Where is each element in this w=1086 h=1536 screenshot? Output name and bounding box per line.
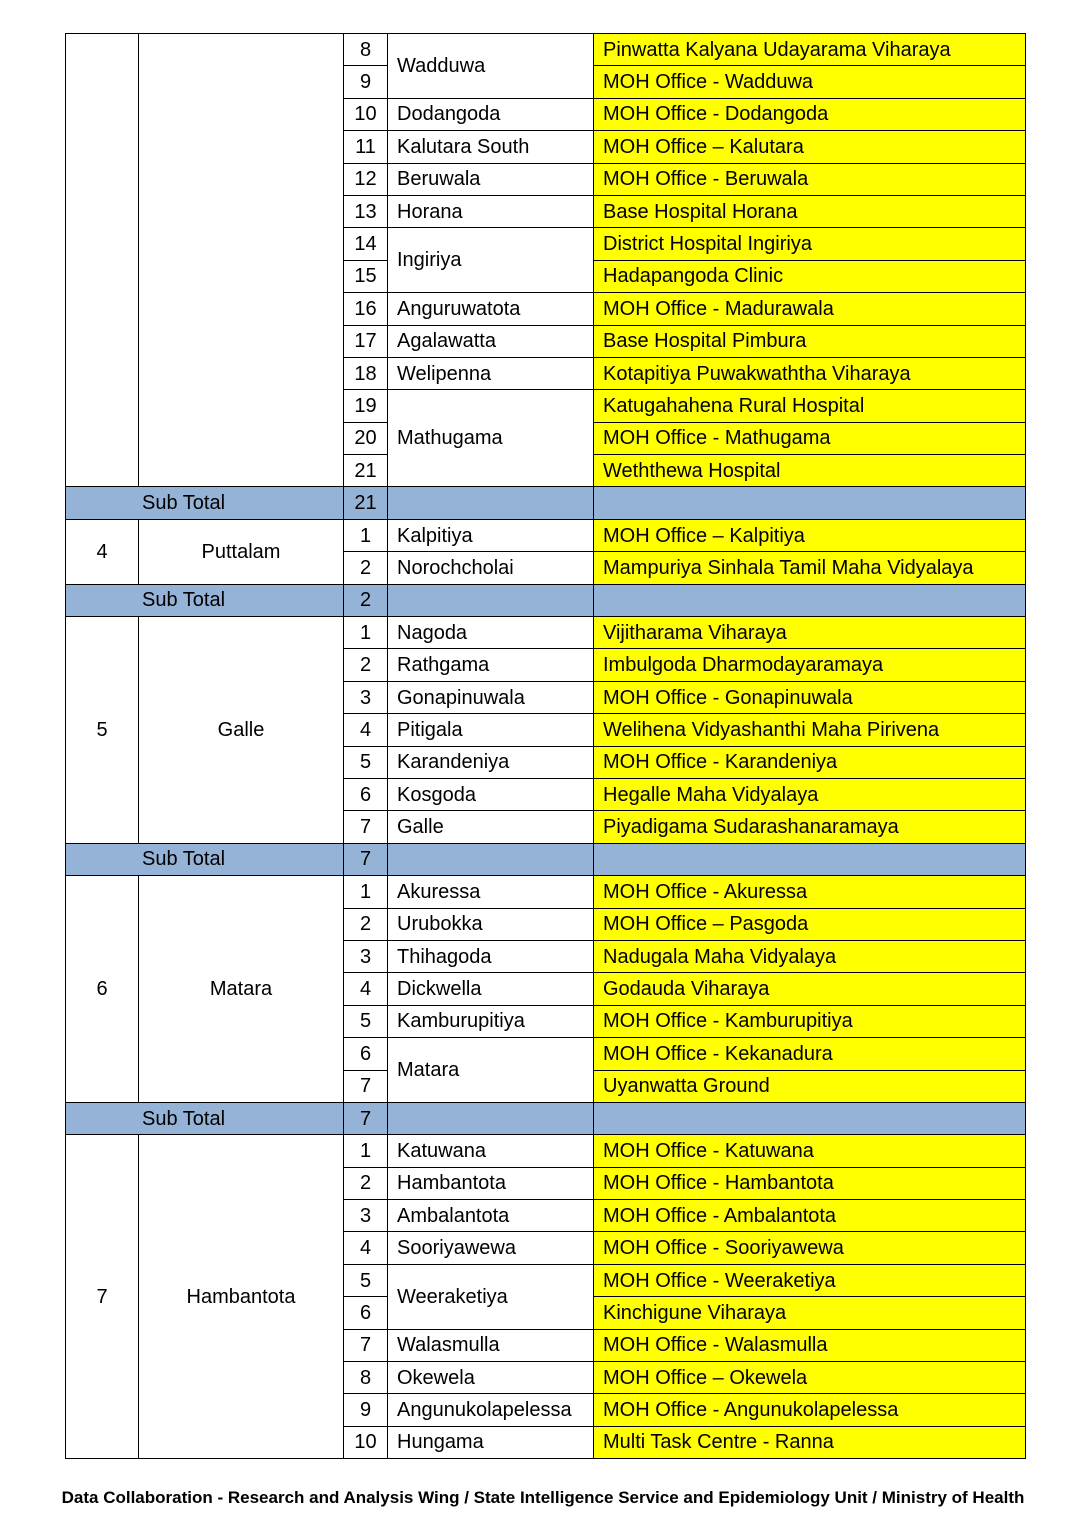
moh-area: Karandeniya: [388, 746, 594, 778]
row-number: 8: [344, 34, 388, 66]
vaccination-center: MOH Office – Okewela: [594, 1362, 1026, 1394]
row-number: 10: [344, 98, 388, 130]
table-row: [66, 519, 1026, 551]
row-number: 4: [344, 1232, 388, 1264]
vaccination-center: Kotapitiya Puwakwaththa Viharaya: [594, 357, 1026, 389]
row-number: 18: [344, 357, 388, 389]
row-number: 3: [344, 1200, 388, 1232]
row-number: 1: [344, 519, 388, 551]
district-number: 5: [66, 617, 139, 844]
subtotal-empty-cell: [594, 487, 1026, 519]
row-number: 7: [344, 1070, 388, 1102]
vaccination-center: MOH Office - Kekanadura: [594, 1038, 1026, 1070]
moh-area: Agalawatta: [388, 325, 594, 357]
row-number: 9: [344, 66, 388, 98]
subtotal-row: [66, 487, 1026, 519]
vaccination-center: Base Hospital Horana: [594, 195, 1026, 227]
vaccination-center: MOH Office - Weeraketiya: [594, 1264, 1026, 1296]
vaccination-center: Welihena Vidyashanthi Maha Pirivena: [594, 714, 1026, 746]
district-number: 4: [66, 519, 139, 584]
moh-area: Norochcholai: [388, 552, 594, 584]
vaccination-center: MOH Office - Kamburupitiya: [594, 1005, 1026, 1037]
moh-area: Beruwala: [388, 163, 594, 195]
moh-area: Welipenna: [388, 357, 594, 389]
row-number: 12: [344, 163, 388, 195]
subtotal-row: [66, 843, 1026, 875]
vaccination-center: MOH Office – Pasgoda: [594, 908, 1026, 940]
row-number: 2: [344, 1167, 388, 1199]
subtotal-label: Sub Total: [66, 584, 344, 616]
row-number: 8: [344, 1362, 388, 1394]
moh-area: Galle: [388, 811, 594, 843]
moh-area: Kosgoda: [388, 778, 594, 810]
subtotal-empty-cell: [594, 584, 1026, 616]
moh-area: Kamburupitiya: [388, 1005, 594, 1037]
table-body: [66, 34, 1026, 1459]
moh-area: Hungama: [388, 1426, 594, 1458]
district-number: 6: [66, 876, 139, 1103]
vaccination-center: MOH Office - Mathugama: [594, 422, 1026, 454]
vaccination-center: MOH Office - Ambalantota: [594, 1200, 1026, 1232]
vaccination-center: Pinwatta Kalyana Udayarama Viharaya: [594, 34, 1026, 66]
subtotal-empty-cell: [388, 487, 594, 519]
moh-area: Horana: [388, 195, 594, 227]
moh-area: Kalpitiya: [388, 519, 594, 551]
vaccination-center: Vijitharama Viharaya: [594, 617, 1026, 649]
district-number: [66, 34, 139, 487]
table-row: [66, 34, 1026, 66]
moh-area: Angunukolapelessa: [388, 1394, 594, 1426]
row-number: 11: [344, 131, 388, 163]
district-name: Matara: [139, 876, 344, 1103]
row-number: 5: [344, 1264, 388, 1296]
subtotal-empty-cell: [388, 1102, 594, 1134]
row-number: 4: [344, 714, 388, 746]
row-number: 21: [344, 455, 388, 487]
district-name: [139, 34, 344, 487]
moh-area: Dickwella: [388, 973, 594, 1005]
vaccination-center: Hegalle Maha Vidyalaya: [594, 778, 1026, 810]
subtotal-label: Sub Total: [66, 1102, 344, 1134]
vaccination-center: MOH Office - Gonapinuwala: [594, 681, 1026, 713]
vaccination-center: MOH Office - Angunukolapelessa: [594, 1394, 1026, 1426]
row-number: 17: [344, 325, 388, 357]
vaccination-center: Hadapangoda Clinic: [594, 260, 1026, 292]
vaccination-center: MOH Office - Katuwana: [594, 1135, 1026, 1167]
row-number: 3: [344, 681, 388, 713]
moh-area: Urubokka: [388, 908, 594, 940]
subtotal-count: 2: [344, 584, 388, 616]
district-number: 7: [66, 1135, 139, 1459]
vaccination-center: Piyadigama Sudarashanaramaya: [594, 811, 1026, 843]
row-number: 10: [344, 1426, 388, 1458]
row-number: 2: [344, 552, 388, 584]
row-number: 7: [344, 1329, 388, 1361]
moh-area: Hambantota: [388, 1167, 594, 1199]
row-number: 6: [344, 778, 388, 810]
row-number: 2: [344, 908, 388, 940]
subtotal-empty-cell: [594, 1102, 1026, 1134]
subtotal-label: Sub Total: [66, 487, 344, 519]
row-number: 6: [344, 1297, 388, 1329]
moh-area: Okewela: [388, 1362, 594, 1394]
row-number: 1: [344, 1135, 388, 1167]
moh-area: Kalutara South: [388, 131, 594, 163]
subtotal-row: [66, 1102, 1026, 1134]
row-number: 2: [344, 649, 388, 681]
moh-area: Anguruwatota: [388, 293, 594, 325]
vaccination-center: MOH Office - Walasmulla: [594, 1329, 1026, 1361]
moh-area: Akuressa: [388, 876, 594, 908]
vaccination-center: MOH Office – Kalutara: [594, 131, 1026, 163]
subtotal-empty-cell: [388, 584, 594, 616]
vaccination-center: MOH Office – Kalpitiya: [594, 519, 1026, 551]
moh-area: Mathugama: [388, 390, 594, 487]
vaccination-center: Mampuriya Sinhala Tamil Maha Vidyalaya: [594, 552, 1026, 584]
district-name: Galle: [139, 617, 344, 844]
subtotal-count: 7: [344, 1102, 388, 1134]
row-number: 9: [344, 1394, 388, 1426]
vaccination-center: Uyanwatta Ground: [594, 1070, 1026, 1102]
vaccination-center: Kinchigune Viharaya: [594, 1297, 1026, 1329]
vaccination-center: MOH Office - Dodangoda: [594, 98, 1026, 130]
vaccination-centers-table: [65, 33, 1026, 1459]
vaccination-center: Nadugala Maha Vidyalaya: [594, 940, 1026, 972]
vaccination-center: MOH Office - Karandeniya: [594, 746, 1026, 778]
row-number: 5: [344, 746, 388, 778]
table-row: [66, 617, 1026, 649]
table-row: [66, 1135, 1026, 1167]
row-number: 13: [344, 195, 388, 227]
vaccination-center: MOH Office - Sooriyawewa: [594, 1232, 1026, 1264]
row-number: 1: [344, 876, 388, 908]
row-number: 1: [344, 617, 388, 649]
moh-area: Wadduwa: [388, 34, 594, 99]
row-number: 14: [344, 228, 388, 260]
row-number: 7: [344, 811, 388, 843]
row-number: 5: [344, 1005, 388, 1037]
moh-area: Pitigala: [388, 714, 594, 746]
vaccination-center: Base Hospital Pimbura: [594, 325, 1026, 357]
vaccination-center: District Hospital Ingiriya: [594, 228, 1026, 260]
row-number: 16: [344, 293, 388, 325]
vaccination-center: MOH Office - Madurawala: [594, 293, 1026, 325]
subtotal-empty-cell: [594, 843, 1026, 875]
district-name: Hambantota: [139, 1135, 344, 1459]
subtotal-label: Sub Total: [66, 843, 344, 875]
moh-area: Rathgama: [388, 649, 594, 681]
vaccination-center: Katugahahena Rural Hospital: [594, 390, 1026, 422]
table-row: [66, 876, 1026, 908]
moh-area: Ingiriya: [388, 228, 594, 293]
moh-area: Nagoda: [388, 617, 594, 649]
moh-area: Katuwana: [388, 1135, 594, 1167]
vaccination-center: MOH Office - Akuressa: [594, 876, 1026, 908]
row-number: 6: [344, 1038, 388, 1070]
vaccination-center: MOH Office - Wadduwa: [594, 66, 1026, 98]
vaccination-center: MOH Office - Hambantota: [594, 1167, 1026, 1199]
vaccination-center: Imbulgoda Dharmodayaramaya: [594, 649, 1026, 681]
subtotal-empty-cell: [388, 843, 594, 875]
moh-area: Dodangoda: [388, 98, 594, 130]
moh-area: Gonapinuwala: [388, 681, 594, 713]
footer-credit: Data Collaboration - Research and Analysis Wing / State Intelligence Service and Epidemiology Unit / Ministry of Health: [61, 1488, 1025, 1507]
subtotal-count: 7: [344, 843, 388, 875]
row-number: 19: [344, 390, 388, 422]
row-number: 15: [344, 260, 388, 292]
moh-area: Ambalantota: [388, 1200, 594, 1232]
district-name: Puttalam: [139, 519, 344, 584]
row-number: 20: [344, 422, 388, 454]
moh-area: Matara: [388, 1038, 594, 1103]
vaccination-center: MOH Office - Beruwala: [594, 163, 1026, 195]
moh-area: Thihagoda: [388, 940, 594, 972]
vaccination-center: Godauda Viharaya: [594, 973, 1026, 1005]
moh-area: Sooriyawewa: [388, 1232, 594, 1264]
vaccination-center: Weththewa Hospital: [594, 455, 1026, 487]
moh-area: Weeraketiya: [388, 1264, 594, 1329]
row-number: 3: [344, 940, 388, 972]
subtotal-row: [66, 584, 1026, 616]
subtotal-count: 21: [344, 487, 388, 519]
moh-area: Walasmulla: [388, 1329, 594, 1361]
row-number: 4: [344, 973, 388, 1005]
vaccination-center: Multi Task Centre - Ranna: [594, 1426, 1026, 1458]
